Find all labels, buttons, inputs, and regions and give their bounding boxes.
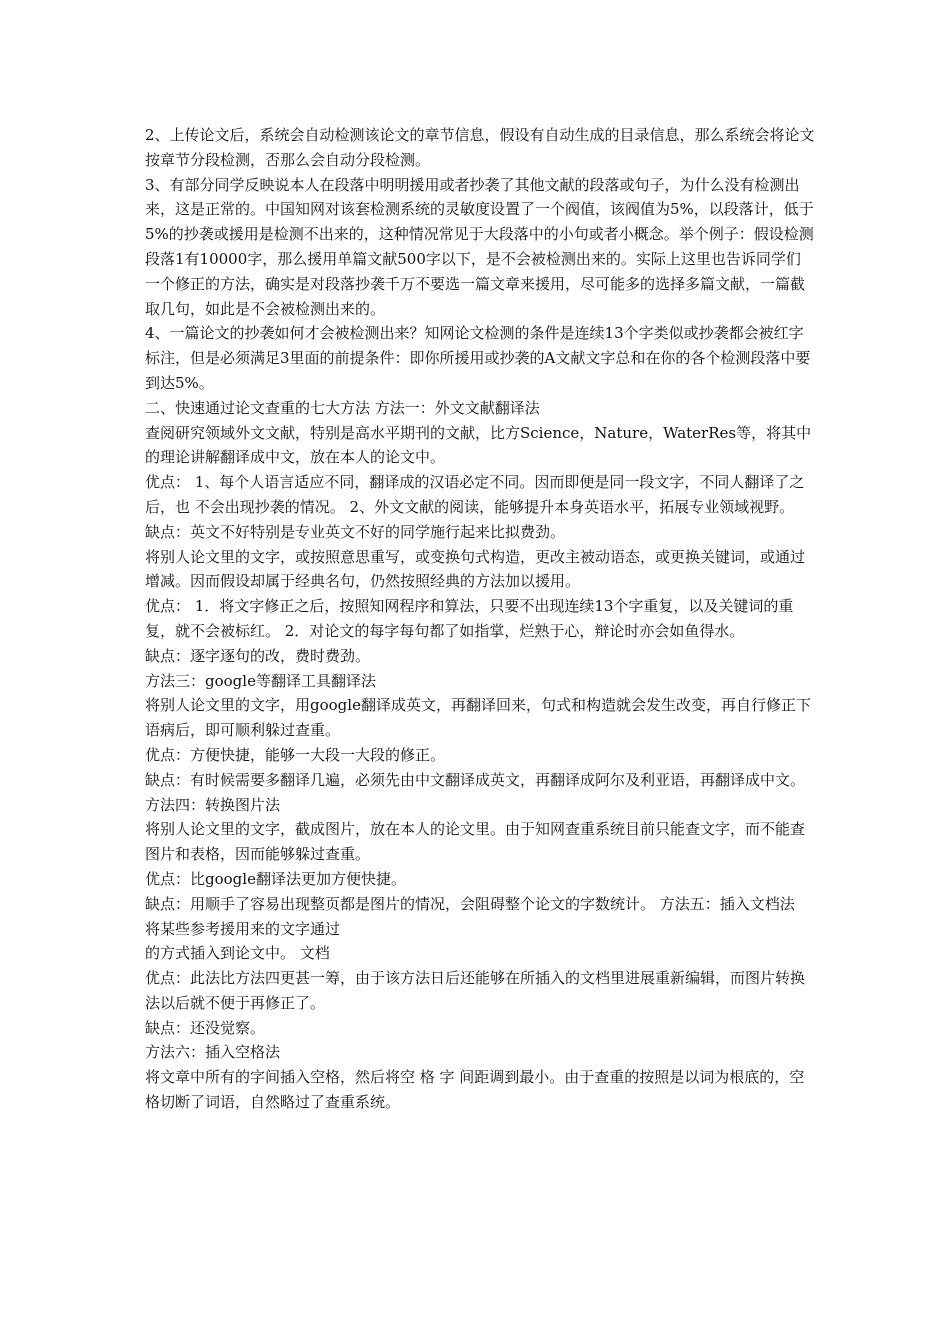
paragraph-threshold-explanation: 3、有部分同学反映说本人在段落中明明援用或者抄袭了其他文献的段落或句子，为什么没有检测出来，这是正常的。中国知网对该套检测系统的灵敏度设置了一个阀值，该阀值为5%，以段落计，低于5%的抄袭或援用是检测不出来的，这种情况常见于大段落中的小句或者小概念。举个例子：假设检测段落1有10000字，那么援用单篇文献500字以下，是不会被检测出来的。实际上这里也告诉同学们一个修正的方法，确实是对段落抄袭千万不要选一篇文章来援用，尽可能多的选择多篇文献，一篇截取几句，如此是不会被检测出来的。 <box>145 175 814 318</box>
heading-method-six: 方法六：插入空格法 <box>145 1043 281 1062</box>
paragraph-method-four-description: 将别人论文里的文字，截成图片，放在本人的论文里。由于知网查重系统目前只能查文字，而不能查图片和表格，因而能够躲过查重。 <box>145 820 806 864</box>
paragraph-method-three-disadvantages: 缺点：有时候需要多翻译几遍，必须先由中文翻译成英文，再翻译成阿尔及利亚语，再翻译成中文。 方法四：转换图片法 <box>145 770 806 814</box>
paragraph-method-one-disadvantages: 缺点：英文不好特别是专业英文不好的同学施行起来比拟费劲。 <box>145 522 566 541</box>
paragraph-method-five-description: 将某些参考援用来的文字通过 <box>145 919 341 938</box>
paragraph-method-one-advantages: 优点： 1、每个人语言适应不同，翻译成的汉语必定不同。因而即便是同一段文字，不同人翻译了之后，也 不会出现抄袭的情况。 2、外文文献的阅读，能够提升本身英语水平，拓展专业领域视野。 <box>145 473 805 516</box>
paragraph-method-five-disadvantages: 缺点：还没觉察。 <box>145 1018 266 1037</box>
paragraph-detection-chapters: 2、上传论文后，系统会自动检测该论文的章节信息，假设有自动生成的目录信息，那么系统会将论文按章节分段检测，否那么会自动分段检测。 <box>145 126 815 169</box>
heading-method-three: 方法三：google等翻译工具翻译法 <box>145 671 376 690</box>
section-heading-seven-methods: 二、快速通过论文查重的七大方法 方法一：外文文献翻译法 <box>145 398 540 417</box>
paragraph-method-two-advantages: 优点： 1．将文字修正之后，按照知网程序和算法，只要不出现连续13个字重复，以及关键词的重复，就不会被标红。 2．对论文的每字每句都了如指掌，烂熟于心，辩论时亦会如鱼得水。 <box>145 597 794 640</box>
paragraph-method-six-description: 将文章中所有的字间插入空格，然后将空 格 字 间距调到最小。由于查重的按照是以词为根底的，空格切断了词语，自然略过了查重系统。 <box>145 1068 805 1112</box>
paragraph-method-five-description-continued: 的方式插入到论文中。 文档 <box>145 944 330 963</box>
paragraph-method-three-advantages: 优点：方便快捷，能够一大段一大段的修正。 <box>145 745 446 764</box>
paragraph-method-four-advantages: 优点：比google翻译法更加方便快捷。 <box>145 869 406 888</box>
paragraph-method-two-description: 将别人论文里的文字，或按照意思重写，或变换句式构造，更改主被动语态，或更换关键词，或通过增减。因而假设却属于经典名句，仍然按照经典的方法加以援用。 <box>145 547 806 591</box>
paragraph-method-five-advantages: 优点：此法比方法四更甚一筹，由于该方法日后还能够在所插入的文档里进展重新编辑，而图片转换法以后就不便于再修正了。 <box>145 969 806 1012</box>
document-body <box>145 123 815 1115</box>
paragraph-method-four-disadvantages: 缺点：用顺手了容易出现整页都是图片的情况，会阻碍整个论文的字数统计。 方法五：插入文档法 <box>145 894 795 913</box>
paragraph-detection-condition: 4、一篇论文的抄袭如何才会被检测出来？知网论文检测的条件是连续13个字类似或抄袭都会被红字标注，但是必须满足3里面的前提条件：即你所援用或抄袭的A文献文字总和在你的各个检测段落中要到达5%。 <box>145 324 811 392</box>
paragraph-method-two-disadvantages: 缺点：逐字逐句的改，费时费劲。 <box>145 646 371 665</box>
paragraph-method-three-description: 将别人论文里的文字，用google翻译成英文，再翻译回来，句式和构造就会发生改变，再自行修正下语病后，即可顺利躲过查重。 <box>145 696 811 740</box>
paragraph-method-one-description: 查阅研究领域外文文献，特别是高水平期刊的文献，比方Science，Nature，WaterRes等，将其中的理论讲解翻译成中文，放在本人的论文中。 <box>145 423 812 467</box>
